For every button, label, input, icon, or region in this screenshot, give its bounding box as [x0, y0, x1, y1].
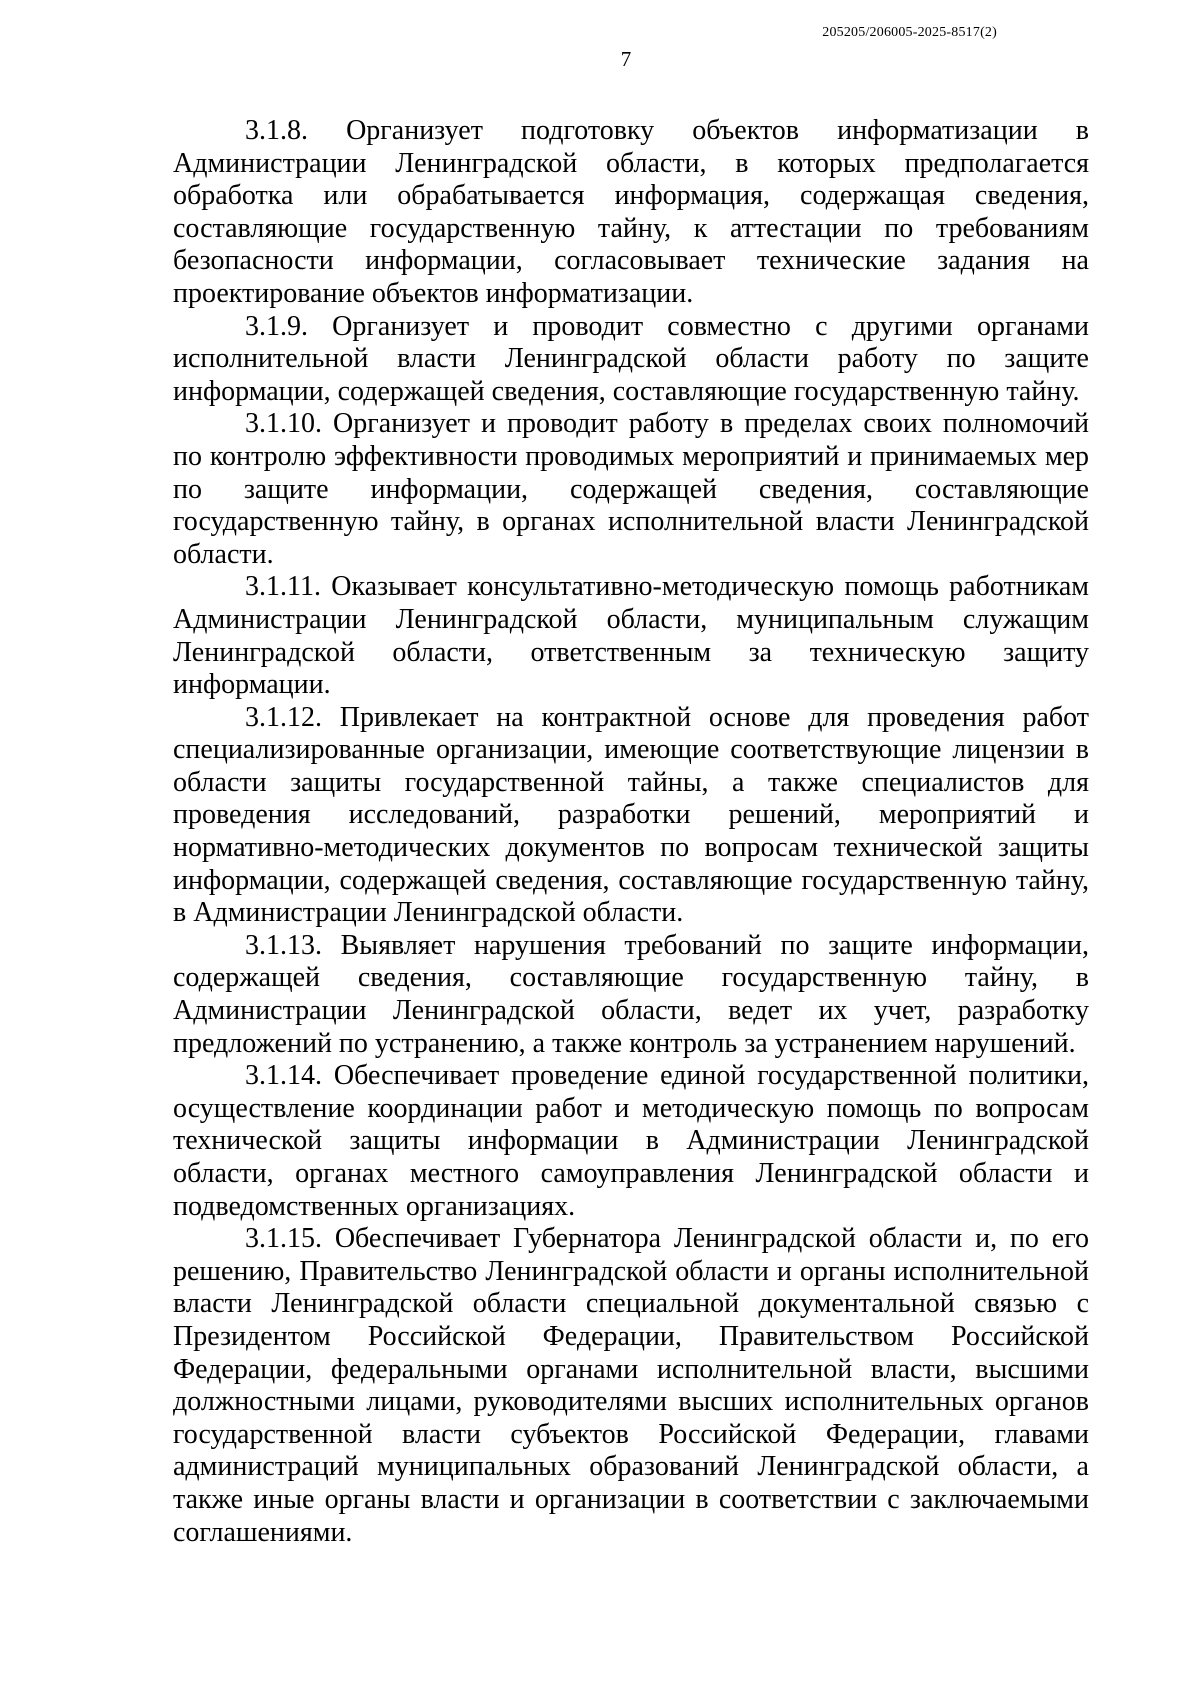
- paragraph-3-1-10: 3.1.10. Организует и проводит работу в пределах своих полномочий по контролю эффективности проводимых мероприятий и принимаемых мер по защите информации, содержащей сведения, составляющие государственную тайну, в органах исполнительной власти Ленинградской области.: [173, 408, 1089, 570]
- page-number: 7: [620, 47, 632, 71]
- paragraph-3-1-14: 3.1.14. Обеспечивает проведение единой государственной политики, осуществление координации работ и методическую помощь по вопросам технической защиты информации в Администрации Ленинградской области, органах местного самоуправления Ленинградской области и подведомственных организациях.: [173, 1060, 1089, 1222]
- paragraph-3-1-8: 3.1.8. Организует подготовку объектов информатизации в Администрации Ленинградской области, в которых предполагается обработка или обрабатывается информация, содержащая сведения, составляющие государственную тайну, к аттестации по требованиям безопасности информации, согласовывает технические задания на проектирование объектов информатизации.: [173, 115, 1089, 309]
- paragraph-3-1-12: 3.1.12. Привлекает на контрактной основе для проведения работ специализированные организации, имеющие соответствующие лицензии в области защиты государственной тайны, а также специалистов для проведения исследований, разработки решений, мероприятий и нормативно-методических документов по вопросам технической защиты информации, содержащей сведения, составляющие государственную тайну, в Администрации Ленинградской области.: [173, 701, 1089, 929]
- document-registration-number: 205205/206005-2025-8517(2): [822, 25, 997, 40]
- paragraph-3-1-15: 3.1.15. Обеспечивает Губернатора Ленинградской области и, по его решению, Правительство Ленинградской области и органы исполнительной власти Ленинградской области специальной документальной связью с Президентом Российской Федерации, Правительством Российской Федерации, федеральными органами исполнительной власти, высшими должностными лицами, руководителями высших исполнительных органов государственной власти субъектов Российской Федерации, главами администраций муниципальных образований Ленинградской области, а также иные органы власти и организации в соответствии с заключаемыми соглашениями.: [173, 1223, 1089, 1548]
- paragraph-3-1-9: 3.1.9. Организует и проводит совместно с другими органами исполнительной власти Ленинградской области работу по защите информации, содержащей сведения, составляющие государственную тайну.: [173, 310, 1089, 407]
- paragraph-3-1-11: 3.1.11. Оказывает консультативно-методическую помощь работникам Администрации Ленинградской области, муниципальным служащим Ленинградской области, ответственным за техническую защиту информации.: [173, 571, 1089, 701]
- document-body: [173, 115, 1089, 1549]
- paragraph-3-1-13: 3.1.13. Выявляет нарушения требований по защите информации, содержащей сведения, составляющие государственную тайну, в Администрации Ленинградской области, ведет их учет, разработку предложений по устранению, а также контроль за устранением нарушений.: [173, 929, 1089, 1059]
